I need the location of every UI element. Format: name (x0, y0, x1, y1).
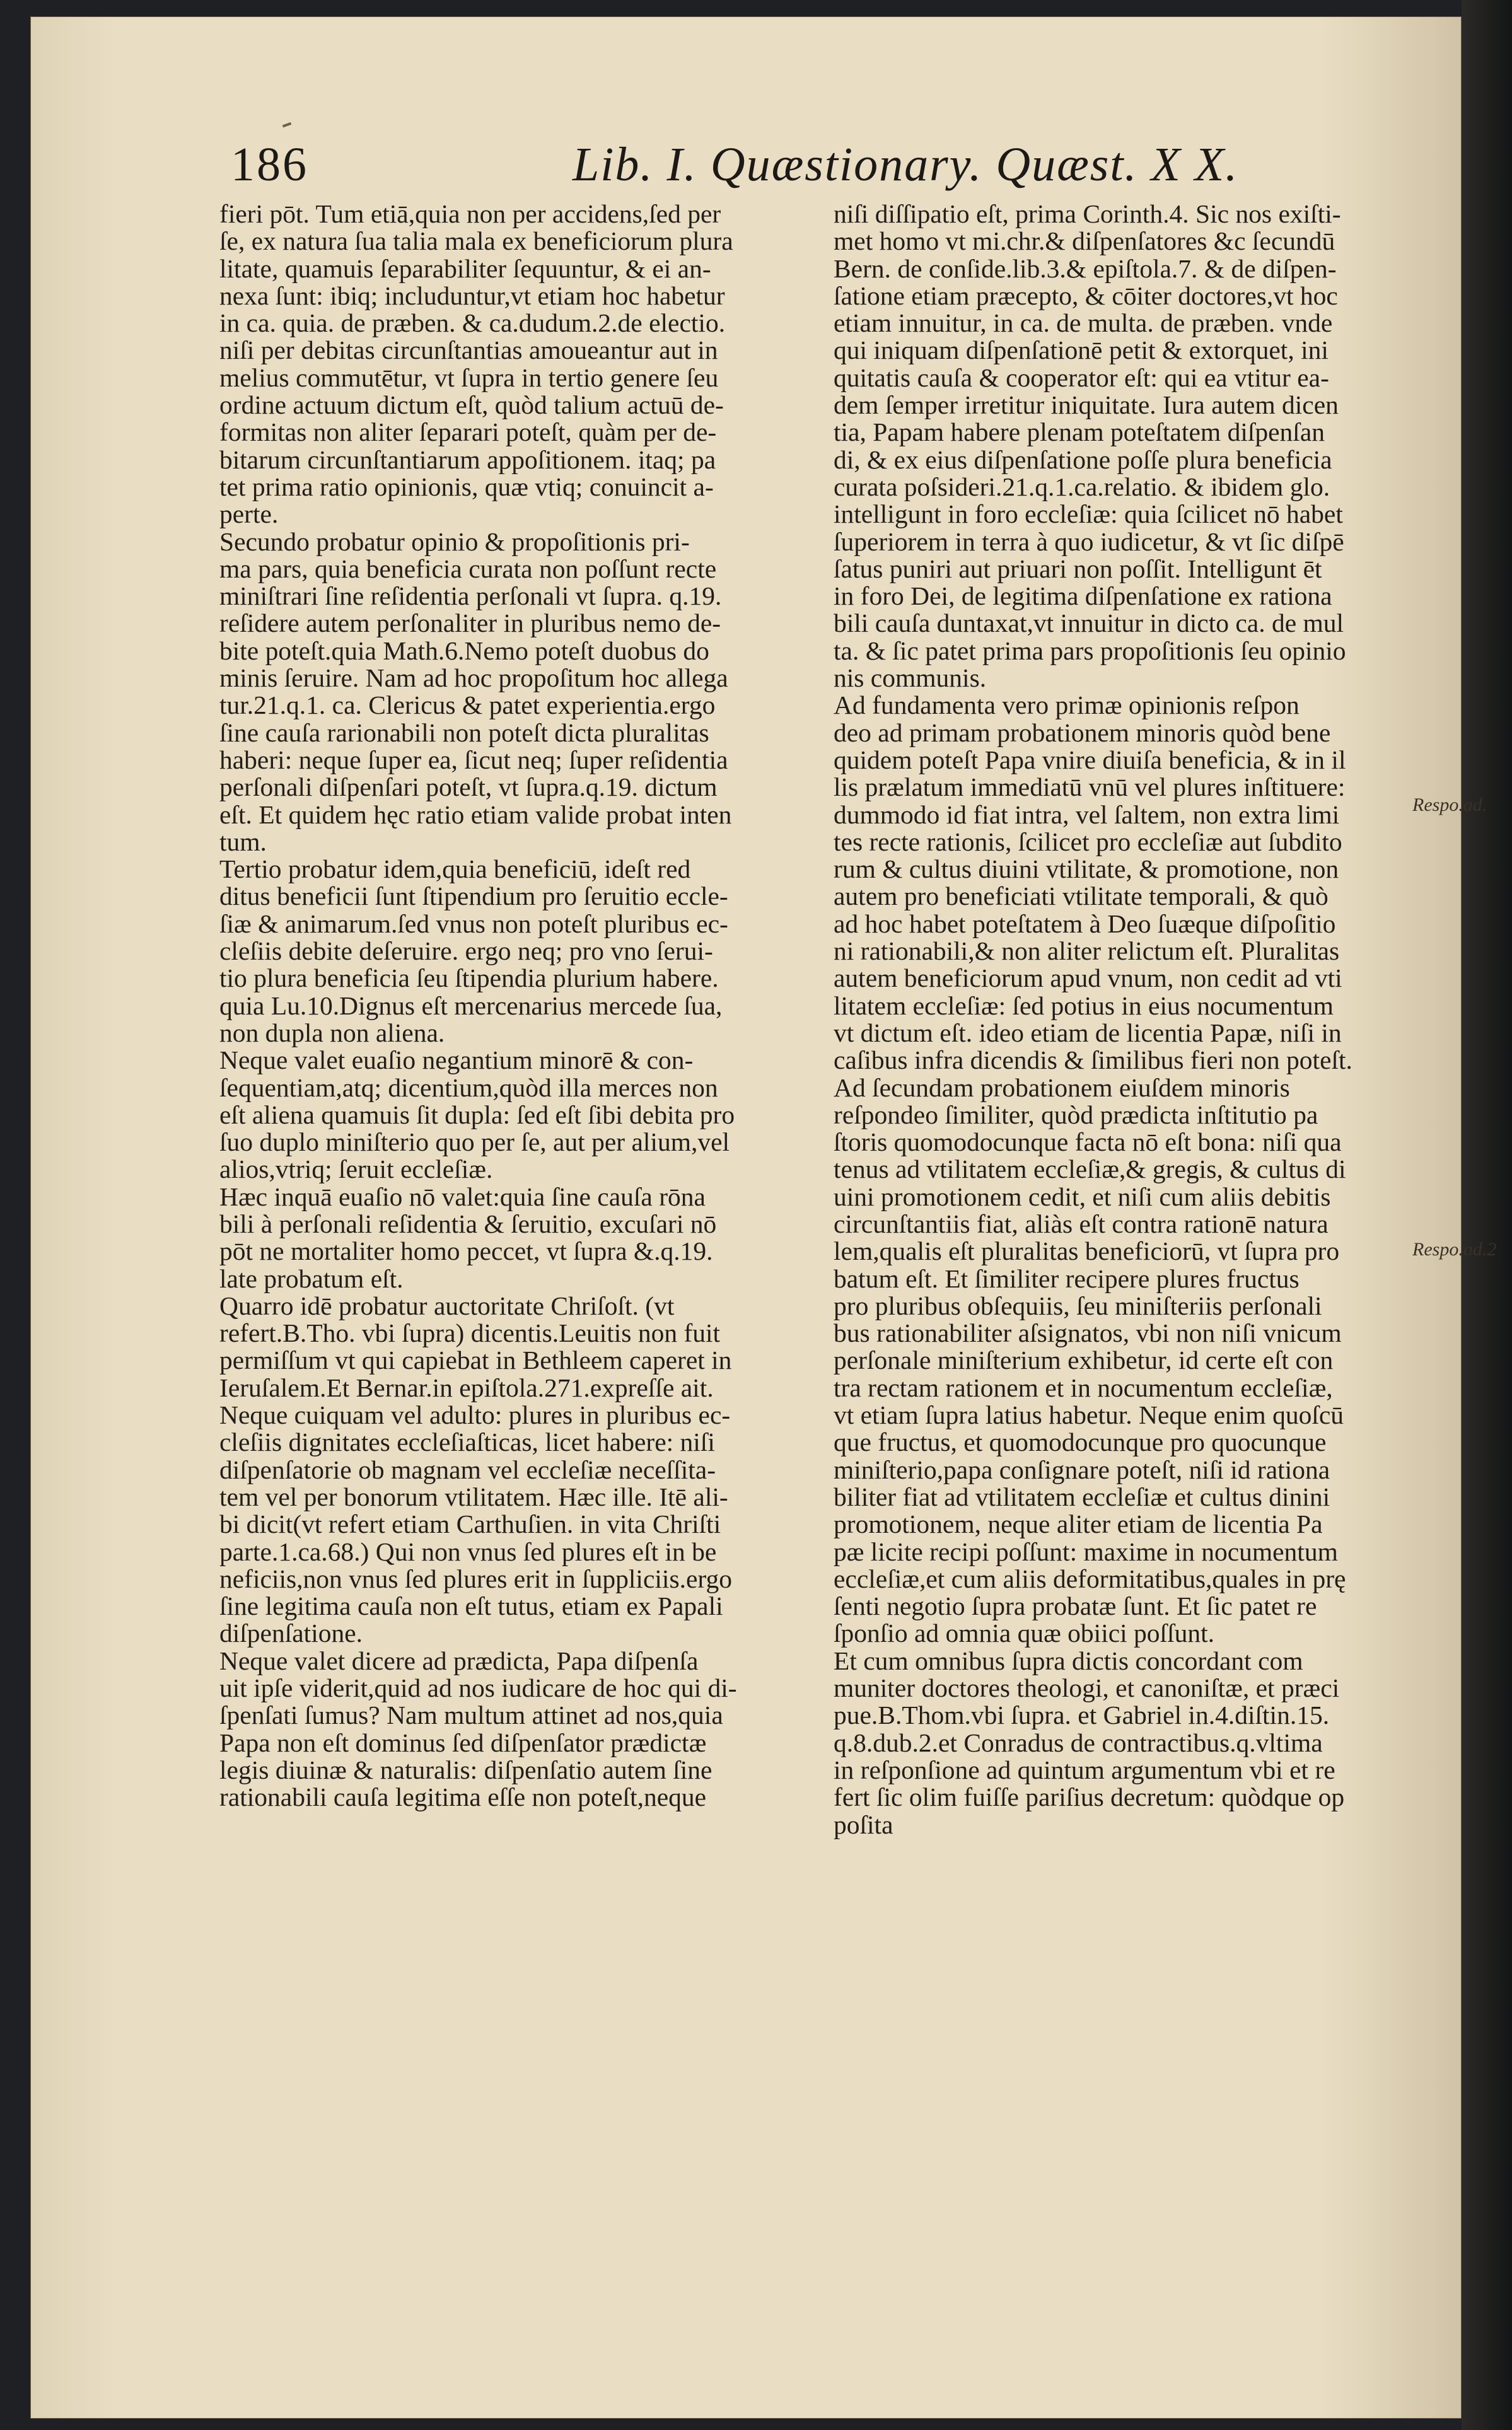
text-line: eccleſiæ,et cum aliis deformitatibus,quales in prę (834, 1564, 1346, 1593)
left-column (219, 201, 844, 1811)
page-number: 186 (231, 138, 308, 191)
text-line: tes recte rationis, ſcilicet pro eccleſiæ aut ſubdito (834, 827, 1342, 856)
text-line: legis diuinæ & naturalis: diſpenſatio autem ſine (219, 1755, 712, 1784)
text-line: Et cum omnibus ſupra dictis concordant com (834, 1646, 1303, 1675)
text-line: perſonale miniſterium exhibetur, id certe eſt con (834, 1346, 1334, 1375)
right-column (834, 201, 1388, 1839)
text-line: litate, quamuis ſeparabiliter ſequuntur, & ei an- (219, 253, 711, 283)
text-line: ditus beneficii ſunt ſtipendium pro ſeruitio eccle- (219, 881, 728, 911)
text-line: nexa ſunt: ibiq; includuntur,vt etiam hoc habetur (219, 281, 725, 310)
text-line: ad hoc habet poteſtatem à Deo ſuæque diſpoſitio (834, 909, 1336, 938)
text-line: autem pro beneficiati vtilitate temporali, & quò (834, 881, 1329, 911)
text-line: perte. (219, 499, 279, 529)
text-line: Ieruſalem.Et Bernar.in epiſtola.271.expreſſe ait. (219, 1373, 714, 1402)
text-line: miniſterio,papa conſignare poteſt, niſi id rationa (834, 1455, 1330, 1484)
text-line: q.8.dub.2.et Conradus de contractibus.q.vltima (834, 1728, 1323, 1757)
text-line: autem beneficiorum apud vnum, non cedit ad vti (834, 963, 1342, 993)
text-line: reſidere autem perſonaliter in pluribus nemo de- (219, 608, 721, 638)
text-line: Secundo probatur opinio & propoſitionis pri- (219, 526, 690, 556)
text-line: reſpondeo ſimiliter, quòd prædicta inſtitutio pa (834, 1100, 1318, 1129)
text-line: diſpenſatione. (219, 1619, 363, 1648)
text-line: ſequentiam,atq; dicentium,quòd illa merces non (219, 1073, 718, 1102)
text-line: niſi per debitas circunſtantias amoueantur aut in (219, 335, 718, 365)
text-line: circunſtantiis fiat, aliàs eſt contra rationē natura (834, 1209, 1329, 1238)
text-line: Papa non eſt dominus ſed diſpenſator prædictæ (219, 1728, 707, 1757)
text-line: ſuperiorem in terra à quo iudicetur, & vt ſic diſpē (834, 526, 1344, 556)
text-line: qui iniquam diſpenſationē petit & extorquet, ini (834, 335, 1329, 365)
text-line: Bern. de conſide.lib.3.& epiſtola.7. & de diſpen- (834, 253, 1337, 283)
text-line: tur.21.q.1. ca. Clericus & patet experientia.ergo (219, 690, 716, 720)
text-line: ſiæ & animarum.ſed vnus non poteſt pluribus ec- (219, 909, 728, 938)
binding-shadow (1462, 0, 1512, 2430)
text-line: dummodo id fiat intra, vel ſaltem, non extra limi (834, 799, 1340, 829)
text-line: ſatus puniri aut priuari non poſſit. Intelligunt ēt (834, 554, 1322, 583)
text-line: formitas non aliter ſeparari poteſt, quàm per de- (219, 417, 717, 447)
text-line: que fructus, et quomodocunque pro quocunque (834, 1427, 1327, 1457)
text-line: cleſiis debite deſeruire. ergo neq; pro vno ſerui- (219, 936, 713, 966)
text-line: eſt aliena quamuis ſit dupla: ſed eſt ſibi debita pro (219, 1100, 735, 1129)
text-line: lem,qualis eſt pluralitas beneficiorū, vt ſupra pro (834, 1236, 1340, 1266)
text-line: pæ licite recipi poſſunt: maxime in nocumentum (834, 1537, 1338, 1566)
text-line: ſpenſati ſumus? Nam multum attinet ad nos,quia (219, 1700, 723, 1730)
text-line: uini promotionem cedit, et niſi cum aliis debitis (834, 1182, 1331, 1211)
margin-note: Respo.ad. (1412, 794, 1487, 815)
text-line: dem ſemper irretitur iniquitate. Iura autem dicen (834, 390, 1339, 420)
text-line: uit ipſe viderit,quid ad nos iudicare de hoc qui di- (219, 1673, 737, 1703)
text-line: bi dicit(vt refert etiam Carthuſien. in vita Chriſti (219, 1509, 721, 1539)
text-line: ſuo duplo miniſterio quo per ſe, aut per alium,vel (219, 1127, 730, 1157)
text-line: non dupla non aliena. (219, 1018, 445, 1047)
text-line: Neque cuiquam vel adulto: plures in pluribus ec- (219, 1400, 731, 1430)
text-line: rationabili cauſa legitima eſſe non poteſt,neque (219, 1782, 707, 1812)
text-line: ſenti negotio ſupra probatæ ſunt. Et ſic patet re (834, 1591, 1317, 1621)
text-line: ſatione etiam præcepto, & cōiter doctores,vt hoc (834, 281, 1338, 310)
text-line: Neque valet euaſio negantium minorē & con- (219, 1045, 694, 1075)
text-line: pōt ne mortaliter homo peccet, vt ſupra &.q.19. (219, 1236, 713, 1266)
text-line: ma pars, quia beneficia curata non poſſunt recte (219, 554, 717, 583)
text-line: ſe, ex natura ſua talia mala ex beneficiorum plura (219, 226, 733, 256)
text-line: ſtoris quomodocunque facta nō eſt bona: niſi qua (834, 1127, 1342, 1157)
text-line: met homo vt mi.chr.& diſpenſatores &c ſecundū (834, 226, 1335, 256)
text-line: perſonali diſpenſari poteſt, vt ſupra.q.19. dictum (219, 772, 718, 802)
text-line: quia Lu.10.Dignus eſt mercenarius mercede ſua, (219, 991, 723, 1020)
text-line: bus rationabiliter aſsignatos, vbi non niſi vnicum (834, 1318, 1342, 1348)
text-line: in reſponſione ad quintum argumentum vbi et re (834, 1755, 1335, 1784)
text-line: late probatum eſt. (219, 1264, 404, 1293)
text-line: quidem poteſt Papa vnire diuiſa beneficia, & in il (834, 745, 1346, 774)
text-line: ordine actuum dictum eſt, quòd talium actuū de- (219, 390, 724, 420)
text-line: pro pluribus obſequiis, ſeu miniſteriis perſonali (834, 1291, 1322, 1320)
text-line: rum & cultus diuini vtilitate, & promotione, non (834, 854, 1339, 884)
text-line: tio plura beneficia ſeu ſtipendia plurium habere. (219, 963, 719, 993)
text-line: parte.1.ca.68.) Qui non vnus ſed plures eſt in be (219, 1537, 717, 1566)
text-line: minis ſeruire. Nam ad hoc propoſitum hoc allega (219, 663, 728, 693)
running-title: Lib. I. Quæstionary. Quæst. X X. (573, 138, 1239, 191)
margin-note: Respo.ad.2 (1412, 1239, 1497, 1260)
text-line: etiam innuitur, in ca. de multa. de præben. vnde (834, 308, 1333, 338)
text-line: in foro Dei, de legitima diſpenſatione ex rationa (834, 581, 1332, 611)
text-line: niſi diſſipatio eſt, prima Corinth.4. Sic nos exiſti- (834, 199, 1341, 228)
text-line: tra rectam rationem et in nocumentum eccleſiæ, (834, 1373, 1333, 1402)
text-line: tenus ad vtilitatem eccleſiæ,& gregis, & cultus di (834, 1154, 1346, 1184)
text-line: melius commutētur, vt ſupra in tertio genere ſeu (219, 363, 719, 392)
text-line: quitatis cauſa & cooperator eſt: qui ea vtitur ea- (834, 363, 1329, 392)
text-line: bite poteſt.quia Math.6.Nemo poteſt duobus do (219, 636, 709, 665)
text-line: in ca. quia. de præben. & ca.dudum.2.de electio. (219, 308, 726, 338)
text-line: diſpenſatorie ob magnam vel eccleſiæ neceſſita- (219, 1455, 716, 1484)
text-line: Hæc inquā euaſio nō valet:quia ſine cauſa rōna (219, 1182, 706, 1211)
text-line: tem vel per bonorum vtilitatem. Hæc ille. Itē ali- (219, 1482, 728, 1511)
text-line: neficiis,non vnus ſed plures erit in ſuppliciis.ergo (219, 1564, 732, 1593)
text-line: miniſtrari ſine reſidentia perſonali vt ſupra. q.19. (219, 581, 722, 611)
text-line: lis prælatum immediatū vnū vel plures inſtituere: (834, 772, 1346, 802)
text-line: Quarro idē probatur auctoritate Chriſoſt. (vt (219, 1291, 675, 1320)
text-line: ni rationabili,& non aliter relictum eſt. Pluralitas (834, 936, 1340, 966)
text-line: fert ſic olim fuiſſe pariſius decretum: quòdque op (834, 1782, 1345, 1812)
text-line: vt dictum eſt. ideo etiam de licentia Papæ, niſi in (834, 1018, 1342, 1047)
text-line: cleſiis dignitates eccleſiaſticas, licet habere: niſi (219, 1427, 715, 1457)
text-line: alios,vtriq; ſeruit eccleſiæ. (219, 1154, 493, 1184)
text-line: deo ad primam probationem minoris quòd bene (834, 718, 1331, 747)
text-line: promotionem, neque aliter etiam de licentia Pa (834, 1509, 1323, 1539)
text-line: intelligunt in foro eccleſiæ: quia ſcilicet nō habet (834, 499, 1343, 529)
text-line: tum. (219, 827, 267, 856)
page-header (30, 130, 1462, 199)
text-line: muniter doctores theologi, et canoniſtæ, et præci (834, 1673, 1340, 1703)
text-line: tet prima ratio opinionis, quæ vtiq; conuincit a- (219, 472, 714, 501)
text-line: bili à perſonali reſidentia & ſeruitio, excuſari nō (219, 1209, 717, 1238)
text-line: bili cauſa duntaxat,vt innuitur in dicto ca. de mul (834, 608, 1344, 638)
text-line: caſibus infra dicendis & ſimilibus fieri non poteſt. (834, 1045, 1352, 1075)
text-line: vt etiam ſupra latius habetur. Neque enim quoſcū (834, 1400, 1344, 1430)
text-line: ſponſio ad omnia quæ obiici poſſunt. (834, 1619, 1215, 1648)
text-line: ta. & ſic patet prima pars propoſitionis ſeu opinio (834, 636, 1346, 665)
text-line: Neque valet dicere ad prædicta, Papa diſpenſa (219, 1646, 699, 1675)
text-line: litatem eccleſiæ: ſed potius in eius nocumentum (834, 991, 1334, 1020)
text-line: batum eſt. Et ſimiliter recipere plures fructus (834, 1264, 1300, 1293)
text-line: fieri pōt. Tum etiā,quia non per accidens,ſed per (219, 199, 721, 228)
ink-mark (282, 122, 292, 128)
text-line: refert.B.Tho. vbi ſupra) dicentis.Leuitis non fuit (219, 1318, 721, 1348)
text-line: haberi: neque ſuper ea, ſicut neq; ſuper reſidentia (219, 745, 728, 774)
text-line: biliter fiat ad vtilitatem eccleſiæ et cultus dinini (834, 1482, 1330, 1511)
text-line: Ad ſecundam probationem eiuſdem minoris (834, 1073, 1290, 1102)
text-line: nis communis. (834, 663, 987, 693)
text-line: Tertio probatur idem,quia beneficiū, ideſt red (219, 854, 691, 884)
text-line: di, & ex eius diſpenſatione poſſe plura beneficia (834, 445, 1332, 474)
text-line: curata poſsideri.21.q.1.ca.relatio. & ibidem glo. (834, 472, 1330, 501)
text-line: pue.B.Thom.vbi ſupra. et Gabriel in.4.diſtin.15. (834, 1700, 1330, 1730)
text-line: tia, Papam habere plenam poteſtatem diſpenſan (834, 417, 1325, 447)
text-line: eſt. Et quidem hęc ratio etiam valide probat inten (219, 799, 732, 829)
text-line: Ad fundamenta vero primæ opinionis reſpon (834, 690, 1300, 720)
text-line: poſita (834, 1810, 893, 1839)
text-line: ſine cauſa rarionabili non poteſt dicta pluralitas (219, 718, 709, 747)
text-line: bitarum circunſtantiarum appoſitionem. itaq; pa (219, 445, 716, 474)
text-line: permiſſum vt qui capiebat in Bethleem caperet in (219, 1346, 732, 1375)
text-line: ſine legitima cauſa non eſt tutus, etiam ex Papali (219, 1591, 723, 1621)
